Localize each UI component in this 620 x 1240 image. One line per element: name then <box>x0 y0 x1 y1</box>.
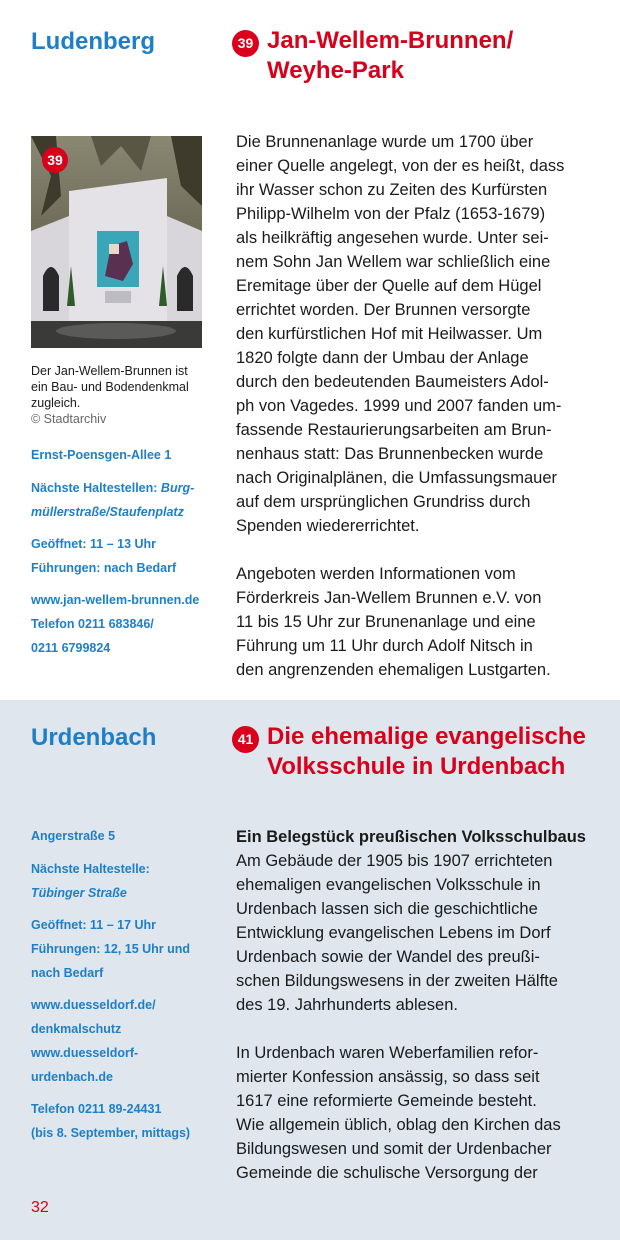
tours-info: Führungen: nach Bedarf <box>31 561 177 575</box>
section-urdenbach <box>0 700 620 1240</box>
text-line: ehemaligen evangelischen Volksschule in <box>236 876 541 894</box>
entry-title <box>267 722 612 782</box>
transit-stops <box>31 476 221 524</box>
text-line: Philipp-Wilhelm von der Pfalz (1653-1679) <box>236 205 546 223</box>
entry-number-badge: 39 <box>232 30 259 57</box>
text-line: Urdenbach lassen sich die geschichtliche <box>236 900 538 918</box>
text-line: des 19. Jahrhunderts ablesen. <box>236 996 458 1014</box>
text-line: 11 bis 15 Uhr zur Brunenanlage und eine <box>236 613 536 631</box>
phone-number: 0211 6799824 <box>31 641 111 655</box>
text-line: durch den bedeutenden Baumeisters Adol- <box>236 373 549 391</box>
transit-stops <box>31 857 221 905</box>
website-link[interactable]: www.duesseldorf.de/ <box>31 998 156 1012</box>
entry-title-line: Die ehemalige evangelische <box>267 723 586 750</box>
phone-number: Telefon 0211 683846/ <box>31 617 154 631</box>
website-link[interactable]: www.duesseldorf- <box>31 1046 139 1060</box>
text-line: Bildungswesen und somit der Urdenbacher <box>236 1140 552 1158</box>
text-line: Förderkreis Jan-Wellem Brunnen e.V. von <box>236 589 542 607</box>
text-line: Am Gebäude der 1905 bis 1907 errichteten <box>236 852 553 870</box>
text-line: schen Bildungswesens in der zweiten Hälfte <box>236 972 558 990</box>
caption-line: ein Bau- und Bodendenkmal <box>31 380 189 394</box>
text-line: Eremitage über der Quelle auf dem Hügel <box>236 277 542 295</box>
text-line: auf dem ursprünglichen Grundriss durch <box>236 493 531 511</box>
text-line: Wie allgemein üblich, oblag den Kirchen das <box>236 1116 561 1134</box>
address: Ernst-Poensgen-Allee 1 <box>31 448 172 462</box>
text-line: In Urdenbach waren Weberfamilien refor- <box>236 1044 539 1062</box>
text-line: Angeboten werden Informationen vom <box>236 565 516 583</box>
contact-info <box>31 588 221 660</box>
text-line: fassende Restaurierungsarbeiten am Brun- <box>236 421 552 439</box>
website-link[interactable]: www.jan-wellem-brunnen.de <box>31 593 200 607</box>
page-number: 32 <box>31 1199 49 1216</box>
text-line: ph von Vagedes. 1999 und 2007 fanden um- <box>236 397 562 415</box>
text-line: Spenden wiedererrichtet. <box>236 517 420 535</box>
article-body <box>236 825 601 1209</box>
text-line: 1820 folgte dann der Umbau der Anlage <box>236 349 529 367</box>
stops-label: Nächste Haltestelle: <box>31 862 150 876</box>
stops-value: müllerstraße/Staufenplatz <box>31 505 184 519</box>
entry-title-line: Weyhe-Park <box>267 57 404 84</box>
phone-note: (bis 8. September, mittags) <box>31 1126 191 1140</box>
contact-info <box>31 993 221 1089</box>
entry-heading <box>232 722 612 782</box>
address: Angerstraße 5 <box>31 829 116 843</box>
entry-title-line: Jan-Wellem-Brunnen/ <box>267 27 514 54</box>
caption-line: Der Jan-Wellem-Brunnen ist <box>31 364 188 378</box>
article-body <box>236 130 601 706</box>
text-line: nach Originalplänen, die Umfassungsmauer <box>236 469 558 487</box>
entry-title <box>267 26 612 86</box>
entry-heading <box>232 26 612 86</box>
text-line: nem Sohn Jan Wellem war schließlich eine <box>236 253 551 271</box>
tours-info: nach Bedarf <box>31 966 104 980</box>
text-line: den angrenzenden ehemaligen Lustgarten. <box>236 661 551 679</box>
photo-credit: © Stadtarchiv <box>31 412 107 426</box>
body-paragraph <box>236 1041 601 1185</box>
stops-value: Burg- <box>160 481 195 495</box>
text-line: Entwicklung evangelischen Lebens im Dorf <box>236 924 551 942</box>
text-line: einer Quelle angelegt, von der es heißt, dass <box>236 157 565 175</box>
opening-hours <box>31 913 221 985</box>
body-paragraph <box>236 825 601 1017</box>
entry-number-badge: 41 <box>232 726 259 753</box>
tours-info: Führungen: 12, 15 Uhr und <box>31 942 191 956</box>
district-title: Urdenbach <box>31 724 157 751</box>
text-line: den kurfürstlichen Hof mit Heilwasser. Um <box>236 325 543 343</box>
stops-value: Tübinger Straße <box>31 886 127 900</box>
photo-caption <box>31 363 211 427</box>
phone-number: Telefon 0211 89-24431 <box>31 1102 162 1116</box>
text-line: ihr Wasser schon zu Zeiten des Kurfürsten <box>236 181 548 199</box>
stops-label: Nächste Haltestellen: <box>31 481 161 495</box>
photo-number-badge: 39 <box>47 152 63 168</box>
lead-heading: Ein Belegstück preußischen Volksschulbaus <box>236 828 586 846</box>
entry-title-line: Volksschule in Urdenbach <box>267 753 566 780</box>
caption-line: zugleich. <box>31 396 81 410</box>
fountain-photo <box>31 136 202 348</box>
phone-info <box>31 1097 221 1145</box>
opening-hours <box>31 532 221 580</box>
text-line: als heilkräftig angesehen wurde. Unter sei- <box>236 229 549 247</box>
text-line: Urdenbach sowie der Wandel des preußi- <box>236 948 540 966</box>
text-line: mierter Konfession ansässig, so dass seit <box>236 1068 540 1086</box>
body-paragraph <box>236 562 601 682</box>
website-link[interactable]: urdenbach.de <box>31 1070 113 1084</box>
text-line: Führung um 11 Uhr durch Adolf Nitsch in <box>236 637 533 655</box>
text-line: Gemeinde die schulische Versorgung der <box>236 1164 538 1182</box>
body-paragraph <box>236 130 601 538</box>
opening-time: Geöffnet: 11 – 13 Uhr <box>31 537 157 551</box>
text-line: Die Brunnenanlage wurde um 1700 über <box>236 133 534 151</box>
text-line: nenhaus statt: Das Brunnenbecken wurde <box>236 445 544 463</box>
text-line: errichtet worden. Der Brunnen versorgte <box>236 301 531 319</box>
opening-time: Geöffnet: 11 – 17 Uhr <box>31 918 157 932</box>
text-line: 1617 eine reformierte Gemeinde besteht. <box>236 1092 537 1110</box>
district-title: Ludenberg <box>31 28 155 55</box>
website-link[interactable]: denkmalschutz <box>31 1022 122 1036</box>
